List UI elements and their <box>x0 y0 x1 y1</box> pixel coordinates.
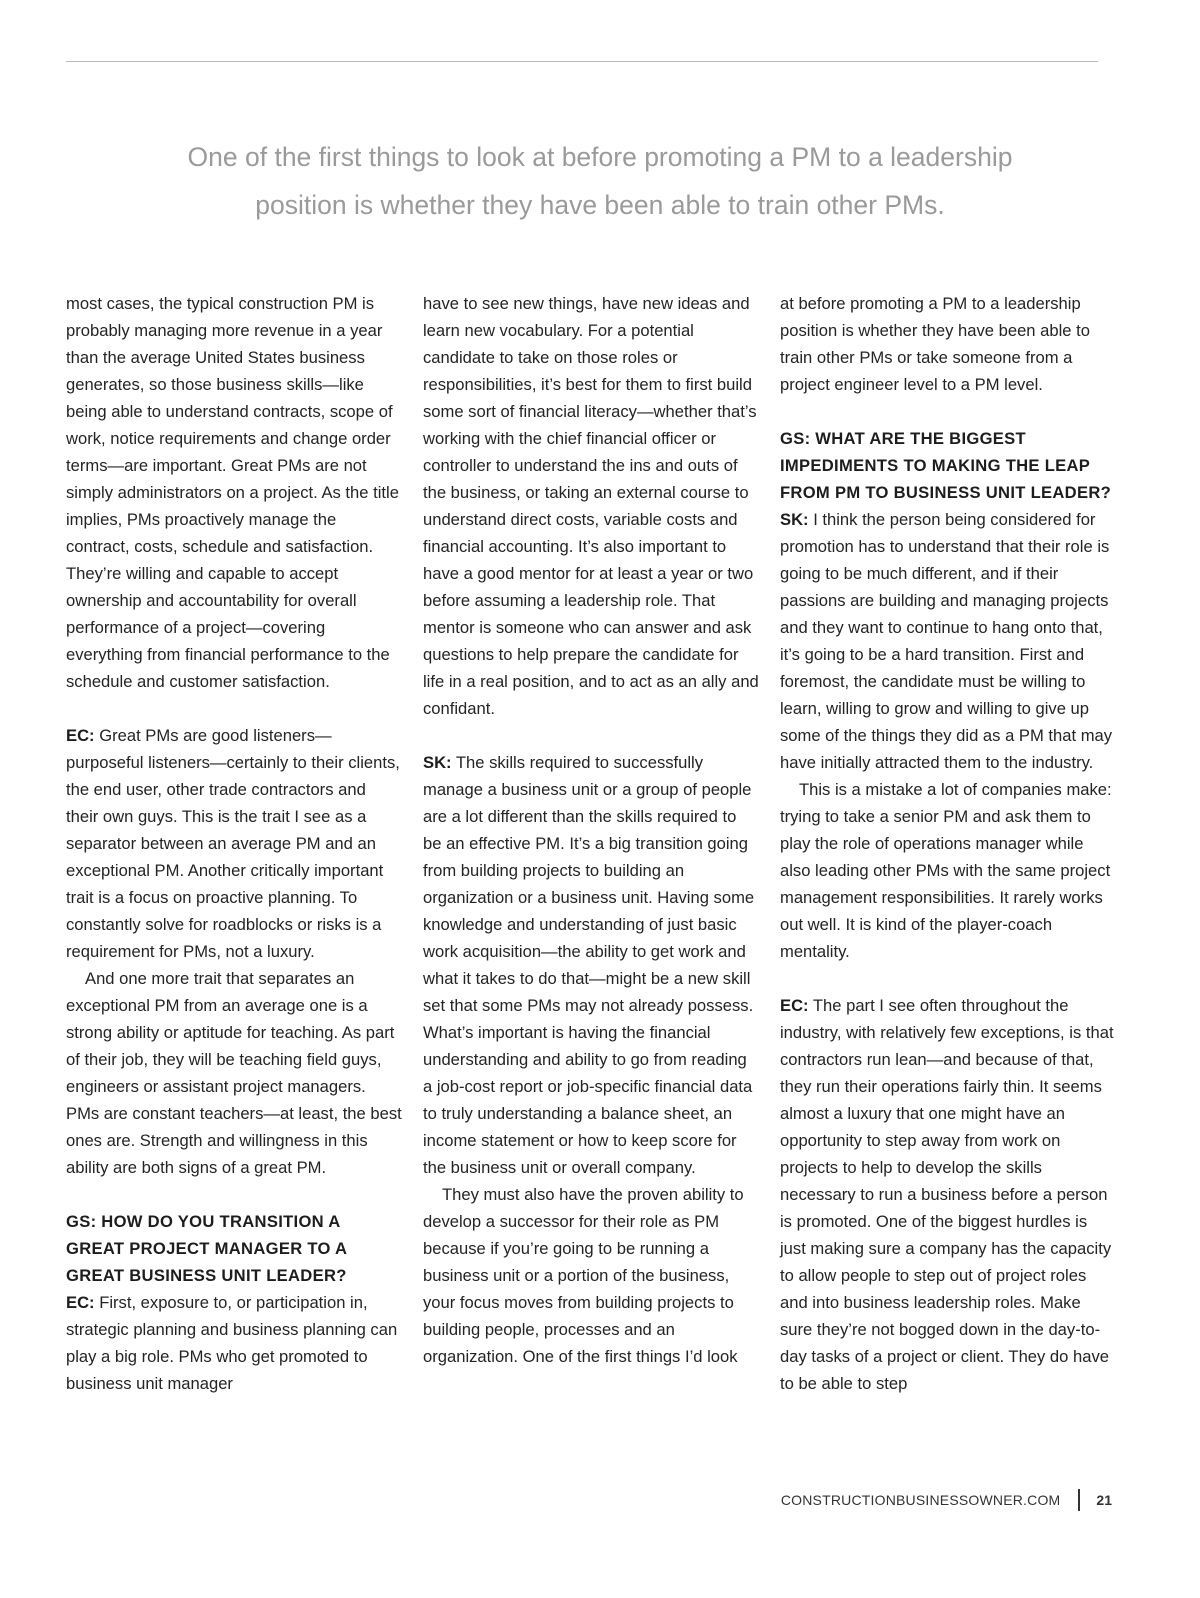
paragraph: most cases, the typical construction PM is probably managing more revenue in a year than the average United States business generates, so those business skills—like being able to understand contracts, scope of work, notice requirements and change order terms—are important. Great PMs are not simply administrators on a project. As the title implies, PMs proactively manage the contract, costs, schedule and satisfaction. They’re willing and capable to accept ownership and accountability for overall performance of a project—covering everything from financial performance to the schedule and customer satisfaction. <box>66 294 399 691</box>
page-footer <box>781 1488 1112 1512</box>
pull-quote-line-2: position is whether they have been able to train other PMs. <box>255 190 945 220</box>
paragraph <box>780 506 1116 776</box>
pull-quote-line-1: One of the first things to look at before promoting a PM to a leadership <box>187 142 1013 172</box>
paragraph-text: First, exposure to, or participation in, strategic planning and business planning can play a big role. PMs who get promoted to business unit manager <box>66 1293 398 1393</box>
paragraph <box>780 992 1116 1397</box>
footer-divider <box>1078 1489 1080 1511</box>
footer-website: CONSTRUCTIONBUSINESSOWNER.COM <box>780 1492 1061 1508</box>
paragraph: And one more trait that separates an exceptional PM from an average one is a strong ability or aptitude for teaching. As part of their job, they will be teaching field guys, engineers or assistant project managers. PMs are constant teachers—at least, the best ones are. Strength and willingness in this ability are both signs of a great PM. <box>66 969 402 1177</box>
paragraph-text: The part I see often throughout the industry, with relatively few exceptions, is that contractors run lean—and because of that, they run their operations fairly thin. It seems almost a luxury that one might have an opportunity to step away from work on projects to help to develop the skills necessary to run a business before a person is promoted. One of the biggest hurdles is just making sure a company has the capacity to allow people to step out of project roles and into business leadership roles. Make sure they’re not bogged down in the day-to-day tasks of a project or client. They do have to be able to step <box>780 996 1114 1393</box>
paragraph <box>66 722 402 965</box>
paragraph: This is a mistake a lot of companies make: trying to take a senior PM and ask them to play the role of operations manager while also leading other PMs with the same project management responsibilities. It rarely works out well. It is kind of the player-coach mentality. <box>780 780 1112 961</box>
article-column-1 <box>66 290 402 1397</box>
paragraph <box>66 1289 402 1397</box>
top-rule <box>66 61 1098 62</box>
paragraph: They must also have the proven ability to develop a successor for their role as PM because if you’re going to be running a business unit or a portion of the business, your focus moves from building projects to building people, processes and an organization. One of the first things I’d look <box>423 1185 744 1366</box>
speaker-label: EC: <box>66 1293 95 1312</box>
article-column-3 <box>780 290 1116 1397</box>
paragraph-text: The skills required to successfully manage a business unit or a group of people are a lot different than the skills required to be an effective PM. It’s a big transition going from building projects to building an organization or a business unit. Having some knowledge and understanding of just basic work acquisition—the ability to get work and what it takes to do that—might be a new skill set that some PMs may not already possess. What’s important is having the financial understanding and ability to go from reading a job-cost report or job-specific financial data to truly understanding a balance sheet, an income statement or how to keep score for the business unit or overall company. <box>423 753 755 1177</box>
paragraph-text: I think the person being considered for promotion has to understand that their role is going to be much different, and if their passions are building and managing projects and they want to continue to hang onto that, it’s going to be a hard transition. First and foremost, the candidate must be willing to learn, willing to grow and willing to give up some of the things they did as a PM that may have initially attracted them to the industry. <box>780 510 1113 772</box>
paragraph-text: Great PMs are good listeners—purposeful listeners—certainly to their clients, the end user, other trade contractors and their own guys. This is the trait I see as a separator between an average PM and an exceptional PM. Another critically important trait is a focus on proactive planning. To constantly solve for roadblocks or risks is a requirement for PMs, not a luxury. <box>66 726 400 961</box>
question-heading: GS: WHAT ARE THE BIGGEST IMPEDIMENTS TO MAKING THE LEAP FROM PM TO BUSINESS UNIT LEADER? <box>780 429 1112 502</box>
paragraph: have to see new things, have new ideas and learn new vocabulary. For a potential candidate to take on those roles or responsibilities, it’s best for them to first build some sort of financial literacy—whether that’s working with the chief financial officer or controller to understand the ins and outs of the business, or taking an external course to understand direct costs, variable costs and financial accounting. It’s also important to have a good mentor for at least a year or two before assuming a leadership role. That mentor is someone who can answer and ask questions to help prepare the candidate for life in a real position, and to act as an ally and confidant. <box>423 294 759 718</box>
speaker-label: SK: <box>780 510 809 529</box>
speaker-label: EC: <box>66 726 95 745</box>
page-number: 21 <box>1096 1492 1112 1508</box>
pull-quote <box>120 133 1080 229</box>
speaker-label: EC: <box>780 996 809 1015</box>
speaker-label: SK: <box>423 753 452 772</box>
question-heading: GS: HOW DO YOU TRANSITION A GREAT PROJECT MANAGER TO A GREAT BUSINESS UNIT LEADER? <box>66 1212 347 1285</box>
paragraph: at before promoting a PM to a leadership position is whether they have been able to train other PMs or take someone from a project engineer level to a PM level. <box>780 294 1090 394</box>
paragraph <box>423 749 759 1181</box>
article-column-2 <box>423 290 759 1370</box>
